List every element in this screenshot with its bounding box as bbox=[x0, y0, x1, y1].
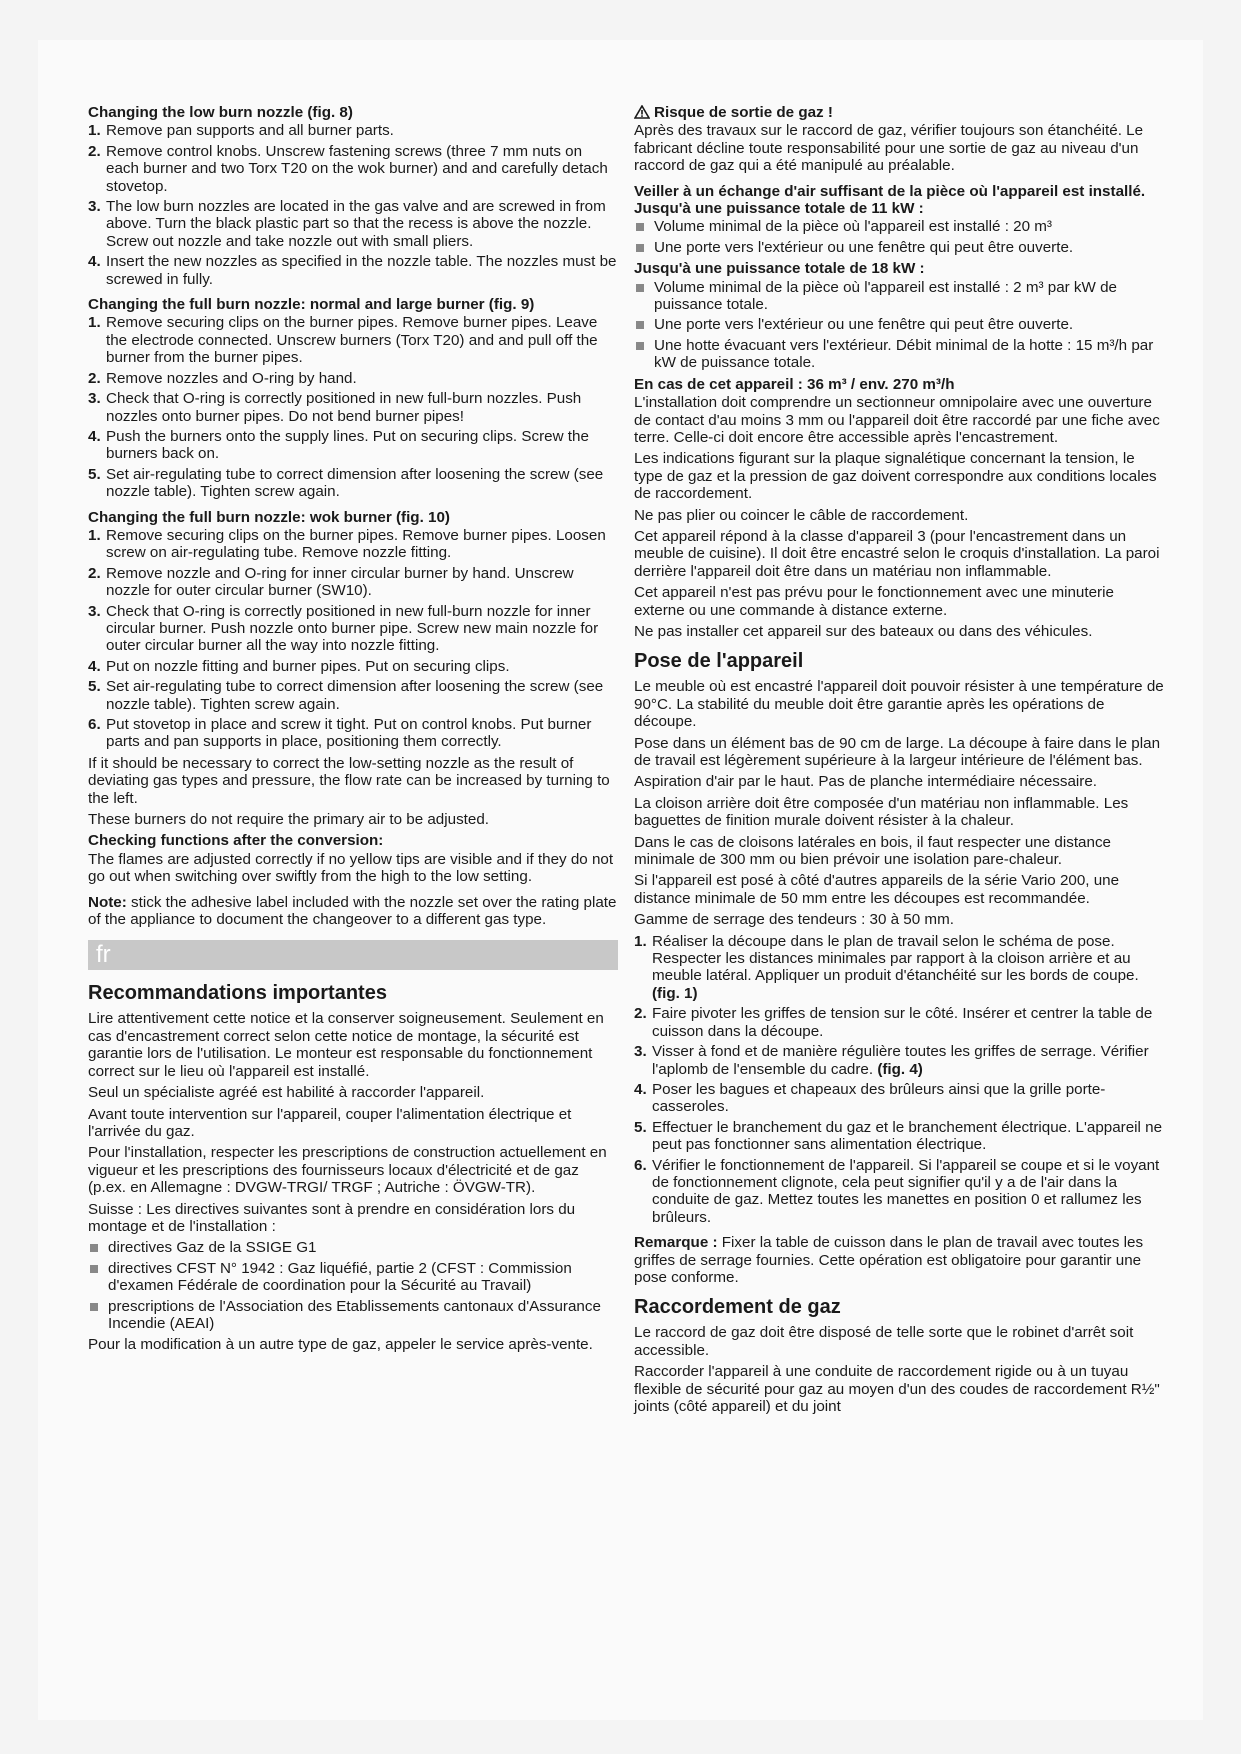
reco-paragraph-5: Suisse : Les directives suivantes sont à prendre en considération lors du montage et de l'installation : bbox=[88, 1200, 576, 1235]
air-11kw-list bbox=[634, 218, 1164, 256]
bullet-square-icon bbox=[636, 342, 644, 350]
warning-heading bbox=[634, 104, 1164, 121]
list-item: Volume minimal de la pièce où l'appareil est installé : 2 m³ par kW de puissance totale. bbox=[634, 279, 1164, 314]
gas-paragraph-1: Le raccord de gaz doit être disposé de telle sorte que le robinet d'arrêt soit accessible. bbox=[634, 1324, 1134, 1359]
list-item: 2. Remove nozzles and O-ring by hand. bbox=[88, 369, 357, 387]
low-burn-steps bbox=[88, 122, 618, 288]
air-18kw-heading: Jusqu'à une puissance totale de 18 kW : bbox=[634, 260, 925, 278]
list-item: 6. Vérifier le fonctionnement de l'appareil. Si l'appareil se coupe et si le voyant de fonctionnement clignote, cela peut signifier qu'il y a de l'air dans la conduite de gaz. Mettez toutes les manettes en position 0 et rallumez les brûleurs. bbox=[634, 1156, 1160, 1226]
list-item: Une hotte évacuant vers l'extérieur. Débit minimal de la hotte : 15 m³/h par kW de puissance totale. bbox=[634, 337, 1164, 372]
full-burn-wok-heading: Changing the full burn nozzle: wok burner (fig. 10) bbox=[88, 508, 450, 526]
list-item: 4. Insert the new nozzles as specified in the nozzle table. The nozzles must be screwed in fully. bbox=[88, 253, 617, 288]
appliance-paragraph-3: Ne pas plier ou coincer le câble de raccordement. bbox=[634, 506, 969, 524]
language-band: fr bbox=[88, 940, 618, 970]
list-item: 4. Poser les bagues et chapeaux des brûleurs ainsi que la grille porte-casseroles. bbox=[634, 1080, 1106, 1116]
full-burn-normal-steps bbox=[88, 314, 618, 500]
left-column bbox=[88, 104, 618, 1358]
warning-text: Après des travaux sur le raccord de gaz, vérifier toujours son étanchéité. Le fabricant décline toute responsabilité pour une sortie de gaz au niveau d'un raccord de gaz qui a été manipulé au préalable. bbox=[634, 122, 1144, 175]
list-item: 1. Réaliser la découpe dans le plan de travail selon le schéma de pose. Respecter les distances minimales par rapport à la cloison arrière et au meuble latéral. Appliquer un produit d'étanchéité sur les bords de coupe. (fig. 1) bbox=[634, 932, 1139, 1002]
pose-paragraph-2: Pose dans un élément bas de 90 cm de large. La découpe à faire dans le plan de travail est légèrement supérieure à la largeur intérieure de l'élément bas. bbox=[634, 734, 1161, 769]
bullet-square-icon bbox=[636, 244, 644, 252]
bullet-square-icon bbox=[90, 1303, 98, 1311]
list-item: 2. Remove control knobs. Unscrew fastening screws (three 7 mm nuts on each burner and two Torx T20 on the wok burner) and and carefully detach stovetop. bbox=[88, 142, 608, 195]
checking-paragraph: The flames are adjusted correctly if no yellow tips are visible and if they do not go out when switching over swiftly from the high to the low setting. bbox=[88, 850, 614, 886]
list-item: 5. Set air-regulating tube to correct dimension after loosening the screw (see nozzle table). Tighten screw again. bbox=[88, 678, 604, 713]
reco-paragraph-6: Pour la modification à un autre type de gaz, appeler le service après-vente. bbox=[88, 1336, 593, 1354]
list-item: 3. The low burn nozzles are located in the gas valve and are screwed in from above. Turn the black plastic part so that the recess is above the nozzle. Screw out nozzle and take nozzle out with small pliers. bbox=[88, 198, 606, 250]
bullet-square-icon bbox=[636, 223, 644, 231]
list-item: 5. Set air-regulating tube to correct dimension after loosening the screw (see nozzle table). Tighten screw again. bbox=[88, 465, 604, 501]
list-item: directives Gaz de la SSIGE G1 bbox=[88, 1239, 618, 1256]
list-item: 1. Remove pan supports and all burner parts. bbox=[88, 122, 394, 140]
pose-title: Pose de l'appareil bbox=[634, 650, 804, 673]
bullet-square-icon bbox=[90, 1265, 98, 1273]
air-18kw-list bbox=[634, 279, 1164, 372]
list-item: 3. Check that O-ring is correctly positioned in new full-burn nozzle for inner circular burner. Push nozzle onto burner pipe. Screw new main nozzle for outer circular burner all the way into nozzle fitting. bbox=[88, 602, 599, 655]
low-burn-heading: Changing the low burn nozzle (fig. 8) bbox=[88, 104, 353, 121]
remark-paragraph bbox=[634, 1234, 1164, 1286]
list-item: Une porte vers l'extérieur ou une fenêtre qui peut être ouverte. bbox=[634, 316, 1164, 333]
warning-title: Risque de sortie de gaz ! bbox=[654, 104, 833, 121]
bullet-square-icon bbox=[90, 1244, 98, 1252]
primary-air-paragraph: These burners do not require the primary air to be adjusted. bbox=[88, 811, 490, 829]
appliance-paragraph-4: Cet appareil répond à la classe d'appareil 3 (pour l'encastrement dans un meuble de cuisine). Il doit être encastré selon le croquis d'installation. La paroi derrière l'appareil doit être dans un matériau non inflammable. bbox=[634, 527, 1160, 580]
pose-paragraph-1: Le meuble où est encastré l'appareil doit pouvoir résister à une température de 90°C. La stabilité du meuble doit être garantie après les opérations de découpe. bbox=[634, 678, 1164, 731]
checking-heading: Checking functions after the conversion: bbox=[88, 832, 384, 850]
bullet-square-icon bbox=[636, 321, 644, 329]
appliance-paragraph-1: L'installation doit comprendre un sectionneur omnipolaire avec une ouverture de contact d'au moins 3 mm ou l'appareil doit être raccordé par une fiche avec terre. Celle-ci doit encore être accessible après l'encastrement. bbox=[634, 394, 1160, 446]
note-label: Note: bbox=[88, 893, 127, 911]
pose-steps bbox=[634, 933, 1164, 1227]
low-setting-paragraph: If it should be necessary to correct the low-setting nozzle as the result of deviating gas types and pressure, the flow rate can be increased by turning to the left. bbox=[88, 754, 610, 807]
list-item: prescriptions de l'Association des Etablissements cantonaux d'Assurance Incendie (AEAI) bbox=[88, 1298, 618, 1333]
gas-connection-title: Raccordement de gaz bbox=[634, 1296, 841, 1319]
note-text: stick the adhesive label included with the nozzle set over the rating plate of the appliance to document the changeover to a different gas type. bbox=[88, 893, 617, 929]
list-item: 4. Put on nozzle fitting and burner pipes. Put on securing clips. bbox=[88, 657, 510, 675]
full-burn-wok-steps bbox=[88, 527, 618, 751]
reco-paragraph-2: Seul un spécialiste agréé est habilité à raccorder l'appareil. bbox=[88, 1084, 485, 1102]
appliance-paragraph-2: Les indications figurant sur la plaque signalétique concernant la tension, le type de gaz et la pression de gaz doivent correspondre aux conditions locales de raccordement. bbox=[634, 450, 1157, 503]
appliance-paragraph-6: Ne pas installer cet appareil sur des bateaux ou dans des véhicules. bbox=[634, 622, 1093, 640]
pose-paragraph-6: Si l'appareil est posé à côté d'autres appareils de la série Vario 200, une distance minimale de 50 mm entre les découpes est recommandée. bbox=[634, 872, 1120, 907]
remark-label: Remarque : bbox=[634, 1234, 718, 1252]
list-item: directives CFST N° 1942 : Gaz liquéfié, partie 2 (CFST : Commission d'examen Fédérale de coordination pour la Sécurité au Travail) bbox=[88, 1260, 618, 1295]
gas-paragraph-2: Raccorder l'appareil à une conduite de raccordement rigide ou à un tuyau flexible de sécurité pour gaz au moyen d'un des coudes de raccordement R½" joints (côté appareil) et du joint bbox=[634, 1363, 1160, 1415]
appliance-paragraph-5: Cet appareil n'est pas prévu pour le fonctionnement avec une minuterie externe ou une commande à distance externe. bbox=[634, 584, 1114, 619]
list-item: 3. Visser à fond et de manière régulière toutes les griffes de serrage. Vérifier l'aplomb de l'ensemble du cadre. (fig. 4) bbox=[634, 1043, 1149, 1078]
list-item: 5. Effectuer le branchement du gaz et le branchement électrique. L'appareil ne peut pas fonctionner sans alimentation électrique. bbox=[634, 1118, 1163, 1154]
reco-paragraph-4: Pour l'installation, respecter les prescriptions de construction actuellement en vigueur et les prescriptions des fournisseurs locaux d'électricité et de gaz (p.ex. en Allemagne : DVGW-TRGI/ TRGF ; Autriche : ÖVGW-TR). bbox=[88, 1144, 607, 1197]
pose-paragraph-4: La cloison arrière doit être composée d'un matériau non inflammable. Les baguettes de finition murale doivent résister à la chaleur. bbox=[634, 794, 1129, 830]
warning-triangle-icon bbox=[634, 105, 650, 119]
reco-paragraph-3: Avant toute intervention sur l'appareil, couper l'alimentation électrique et l'arrivée du gaz. bbox=[88, 1105, 572, 1140]
reco-paragraph-1: Lire attentivement cette notice et la conserver soigneusement. Seulement en cas d'encastrement correct selon cette notice de montage, la sécurité est garantie lors de l'utilisation. Le monteur est responsable du fonctionnement correct sur le lieu où l'appareil est installé. bbox=[88, 1010, 604, 1080]
pose-paragraph-3: Aspiration d'air par le haut. Pas de planche intermédiaire nécessaire. bbox=[634, 773, 1098, 791]
bullet-square-icon bbox=[636, 284, 644, 292]
air-exchange-heading: Veiller à un échange d'air suffisant de la pièce où l'appareil est installé. Jusqu'à une puissance totale de 11 kW : bbox=[634, 182, 1146, 218]
list-item: 1. Remove securing clips on the burner pipes. Remove burner pipes. Leave the electrode connected. Unscrew burners (Torx T20) and and pull off the burner from the burner pipes. bbox=[88, 314, 598, 367]
appliance-heading: En cas de cet appareil : 36 m³ / env. 270 m³/h bbox=[634, 375, 955, 393]
remark-text: Fixer la table de cuisson dans le plan de travail avec toutes les griffes de serrage fournies. Cette opération est obligatoire pour garantir une pose conforme. bbox=[634, 1234, 1144, 1286]
list-item: 2. Faire pivoter les griffes de tension sur le côté. Insérer et centrer la table de cuisson dans la découpe. bbox=[634, 1005, 1153, 1040]
list-item: Volume minimal de la pièce où l'appareil est installé : 20 m³ bbox=[634, 218, 1164, 235]
list-item: 1. Remove securing clips on the burner pipes. Remove burner pipes. Loosen screw on air-regulating tube. Remove nozzle fitting. bbox=[88, 526, 606, 562]
pose-paragraph-7: Gamme de serrage des tendeurs : 30 à 50 mm. bbox=[634, 911, 954, 929]
note-paragraph bbox=[88, 894, 618, 929]
right-column bbox=[634, 104, 1164, 1419]
list-item: 6. Put stovetop in place and screw it tight. Put on control knobs. Put burner parts and pan supports in place, positioning them correctly. bbox=[88, 716, 592, 751]
list-item: Une porte vers l'extérieur ou une fenêtre qui peut être ouverte. bbox=[634, 239, 1164, 256]
list-item: 3. Check that O-ring is correctly positioned in new full-burn nozzles. Push nozzles onto burner pipes. Do not bend burner pipes! bbox=[88, 390, 582, 425]
list-item: 2. Remove nozzle and O-ring for inner circular burner by hand. Unscrew nozzle for outer circular burner (SW10). bbox=[88, 564, 574, 600]
reco-bullet-list bbox=[88, 1239, 618, 1332]
pose-paragraph-5: Dans le cas de cloisons latérales en bois, il faut respecter une distance minimale de 300 mm ou bien prévoir une isolation pare-chaleur. bbox=[634, 833, 1111, 869]
recommendations-title: Recommandations importantes bbox=[88, 982, 387, 1005]
list-item: 4. Push the burners onto the supply lines. Put on securing clips. Screw the burners back on. bbox=[88, 427, 589, 463]
full-burn-normal-heading: Changing the full burn nozzle: normal and large burner (fig. 9) bbox=[88, 296, 535, 314]
